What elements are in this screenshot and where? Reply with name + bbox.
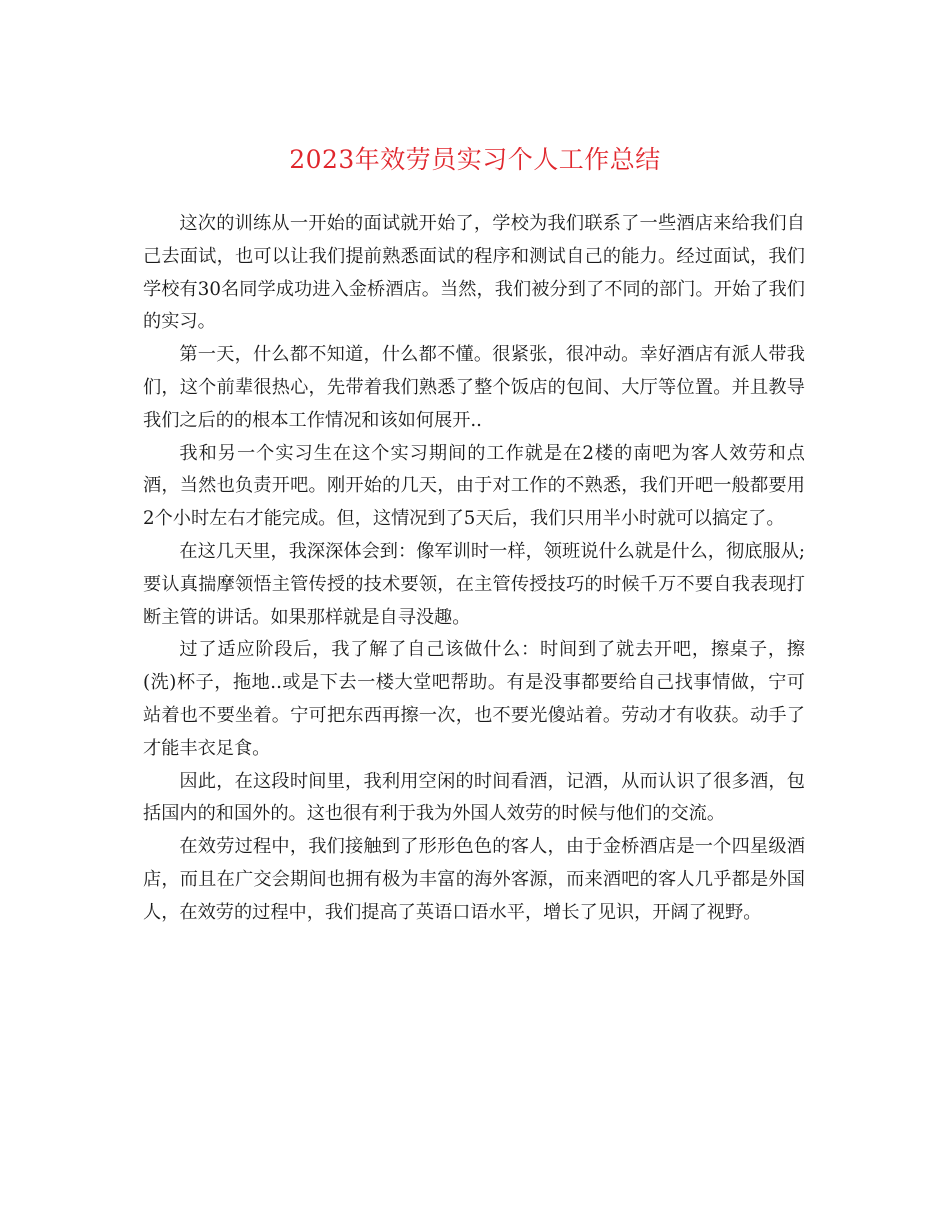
paragraph: 过了适应阶段后，我了解了自己该做什么：时间到了就去开吧，擦桌子，擦(洗)杯子，拖地..或是下去一楼大堂吧帮助。有是没事都要给自己找事情做，宁可站着也不要坐着。宁可把东西再擦一次，也不要光傻站着。劳动才有收获。动手了才能丰衣足食。: [143, 639, 805, 759]
paragraph: 在这几天里，我深深体会到：像军训时一样，领班说什么就是什么，彻底服从;要认真揣摩领悟主管传授的技术要领，在主管传授技巧的时候千万不要自我表现打断主管的讲话。如果那样就是自寻没趣。: [143, 540, 805, 628]
paragraph: 我和另一个实习生在这个实习期间的工作就是在2楼的南吧为客人效劳和点酒，当然也负责开吧。刚开始的几天，由于对工作的不熟悉，我们开吧一般都要用2个小时左右才能完成。但，这情况到了5天后，我们只用半小时就可以搞定了。: [143, 442, 805, 530]
paragraph: 在效劳过程中，我们接触到了形形色色的客人，由于金桥酒店是一个四星级酒店，而且在广交会期间也拥有极为丰富的海外客源，而来酒吧的客人几乎都是外国人，在效劳的过程中，我们提高了英语口语水平，增长了见识，开阔了视野。: [143, 836, 805, 923]
paragraph: 第一天，什么都不知道，什么都不懂。很紧张，很冲动。幸好酒店有派人带我们，这个前辈很热心，先带着我们熟悉了整个饭店的包间、大厅等位置。并且教导我们之后的的根本工作情况和该如何展开..: [143, 344, 805, 431]
paragraph: 这次的训练从一开始的面试就开始了，学校为我们联系了一些酒店来给我们自己去面试，也可以让我们提前熟悉面试的程序和测试自己的能力。经过面试，我们学校有30名同学成功进入金桥酒店。当然，我们被分到了不同的部门。开始了我们的实习。: [143, 213, 805, 333]
paragraph: 因此，在这段时间里，我利用空闲的时间看酒，记酒，从而认识了很多酒，包括国内的和国外的。这也很有利于我为外国人效劳的时候与他们的交流。: [143, 770, 805, 825]
document-title: 2023年效劳员实习个人工作总结: [289, 145, 661, 174]
document-body: [143, 208, 805, 930]
